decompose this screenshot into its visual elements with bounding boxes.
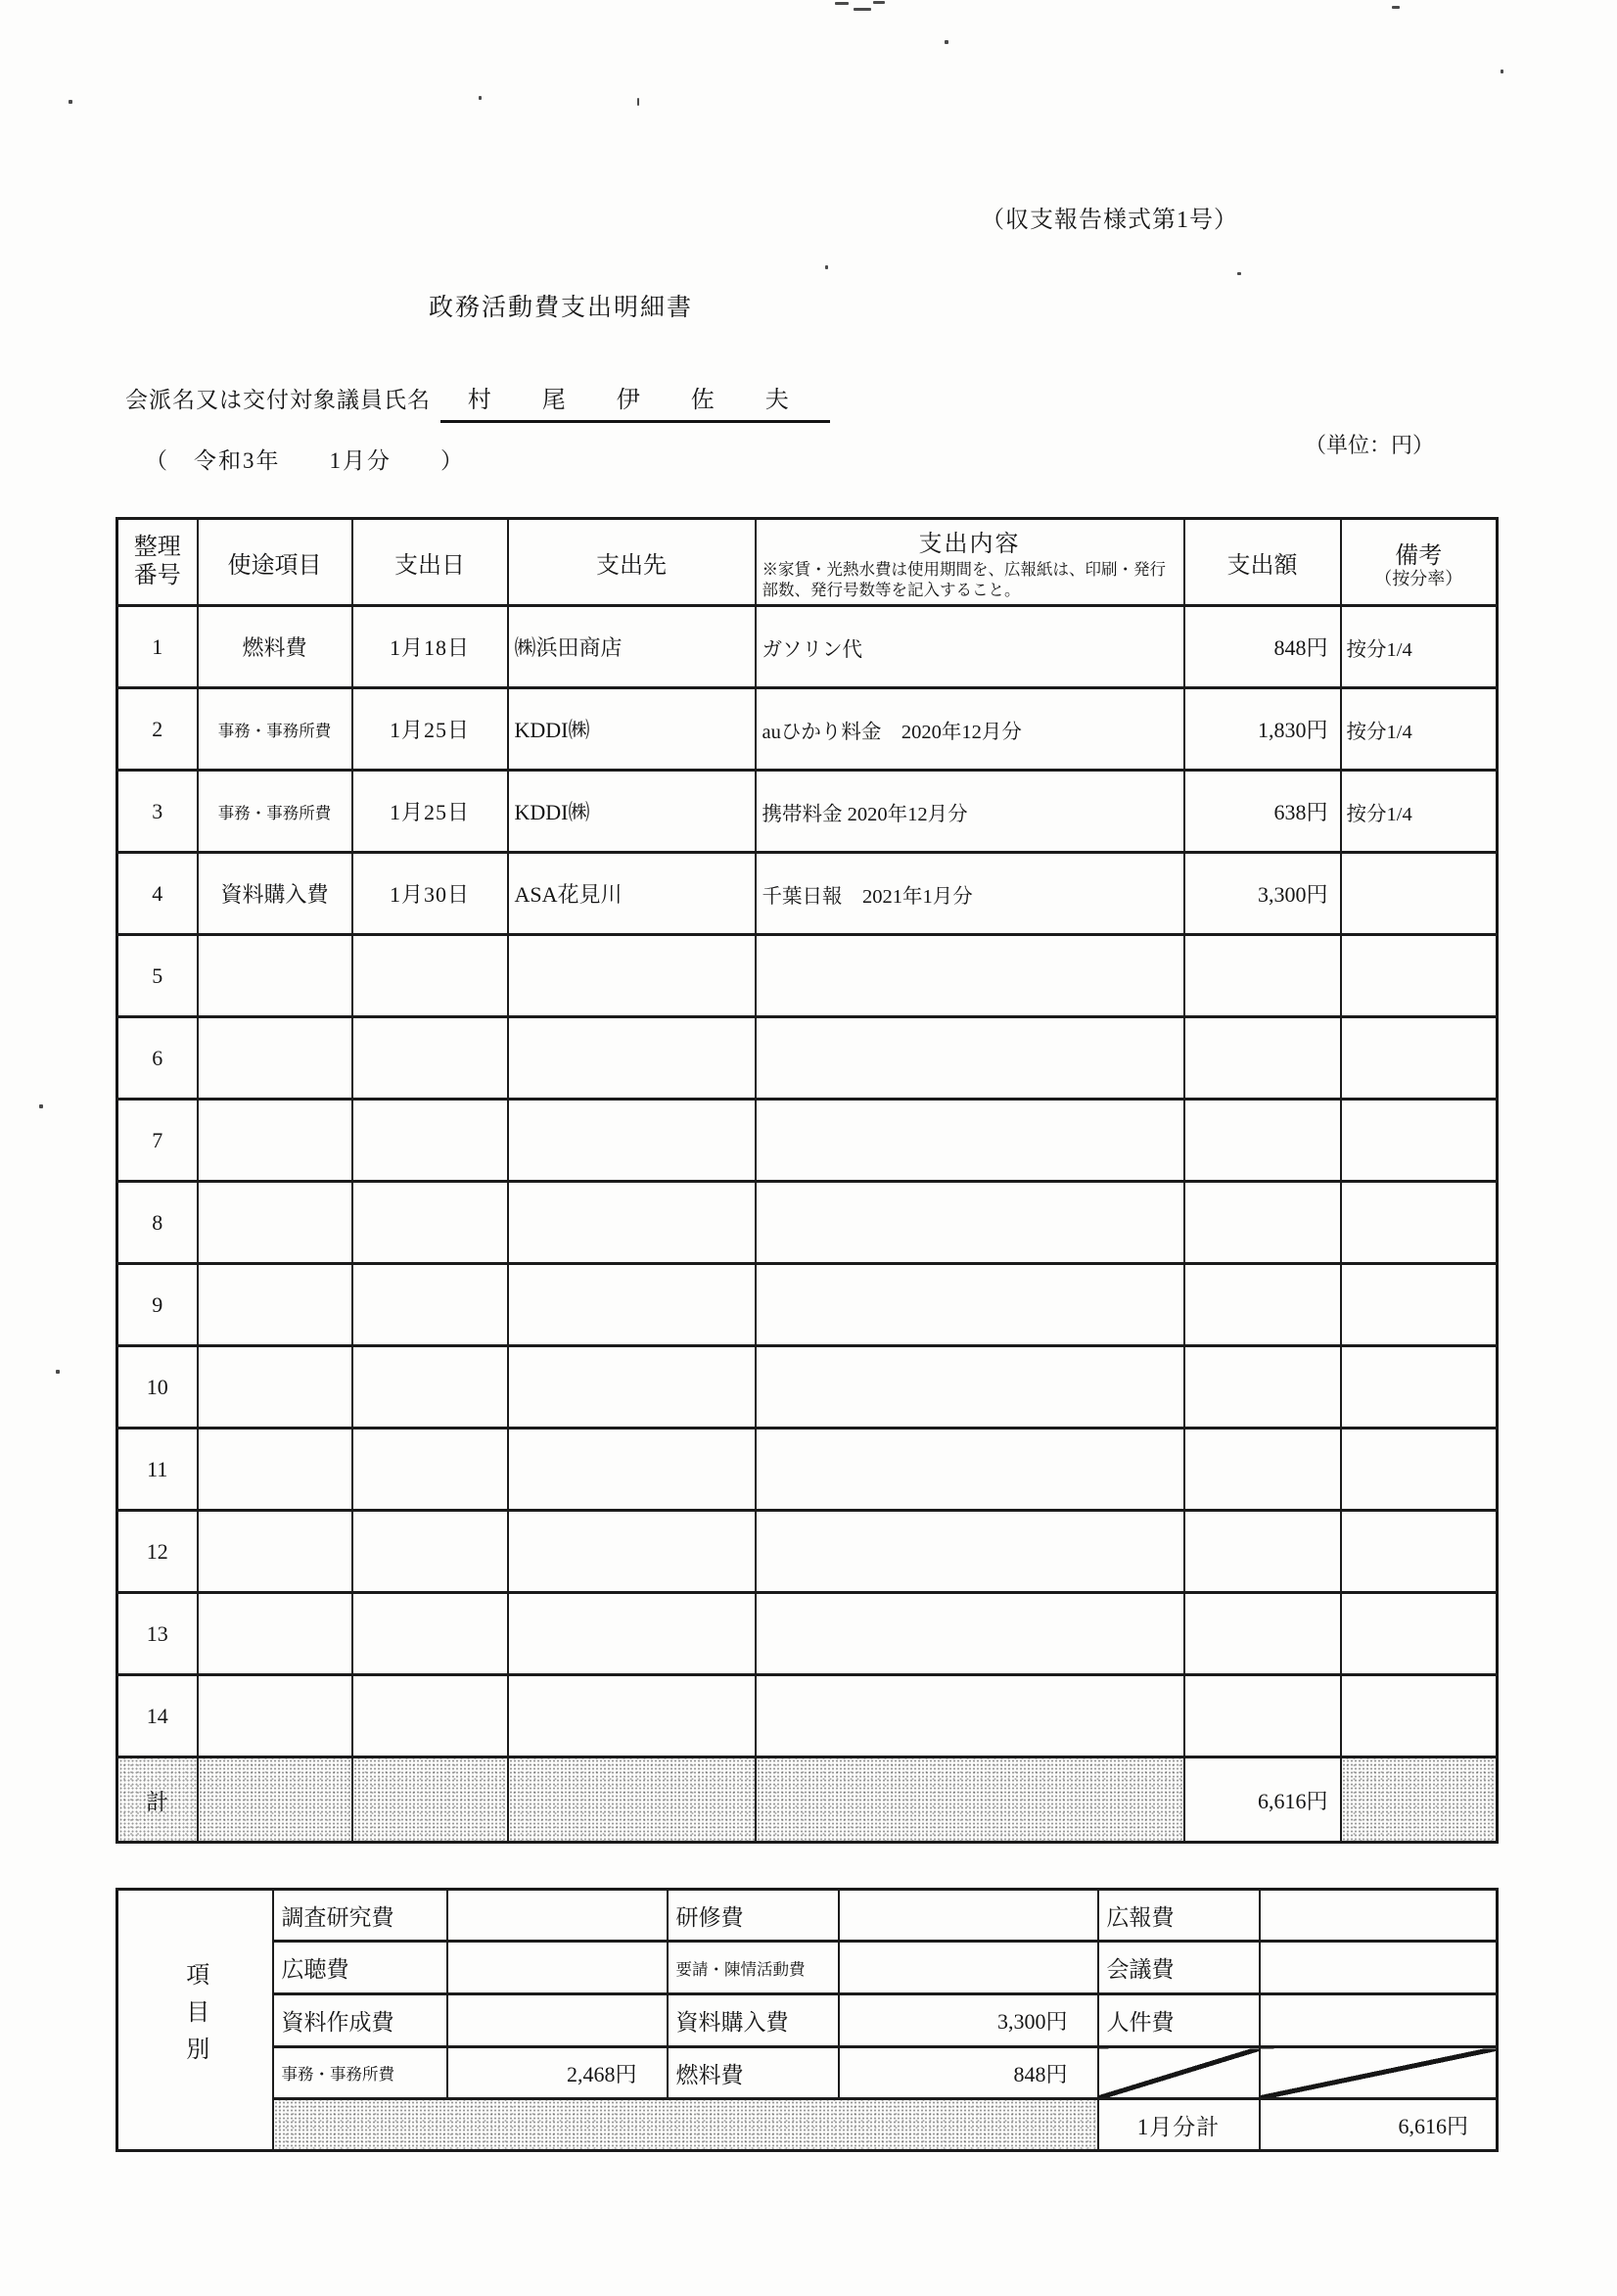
total-shaded-cell xyxy=(756,1757,1184,1843)
table-row xyxy=(117,1346,1498,1429)
scan-artifact xyxy=(854,8,871,11)
expense-description xyxy=(756,1675,1184,1757)
expense-description xyxy=(756,1511,1184,1593)
scan-artifact xyxy=(637,98,639,106)
total-shaded-cell xyxy=(198,1757,352,1843)
expense-table-header-row xyxy=(117,519,1498,606)
scan-artifact xyxy=(1237,272,1241,275)
summary-value xyxy=(1260,1890,1498,1942)
table-row xyxy=(117,1429,1498,1511)
table-row xyxy=(117,1593,1498,1675)
expense-remark xyxy=(1341,1017,1498,1100)
member-name-label: 会派名又は交付対象議員氏名 xyxy=(125,388,431,412)
summary-value: 848円 xyxy=(839,2047,1098,2099)
table-row xyxy=(117,1511,1498,1593)
row-number: 4 xyxy=(117,853,198,935)
header-category: 使途項目 xyxy=(198,519,352,606)
expense-date xyxy=(352,1346,508,1429)
expense-category: 事務・事務所費 xyxy=(198,771,352,853)
monthly-total-value: 6,616円 xyxy=(1260,2099,1498,2151)
total-shaded-cell xyxy=(352,1757,508,1843)
row-number: 14 xyxy=(117,1675,198,1757)
member-name-value: 村 尾 伊 佐 夫 xyxy=(440,380,830,423)
diagonal-slash-cell xyxy=(1098,2047,1260,2099)
diagonal-slash-cell xyxy=(1260,2047,1498,2099)
expense-payee xyxy=(508,1017,756,1100)
row-number: 1 xyxy=(117,606,198,688)
scan-artifact xyxy=(56,1370,60,1374)
row-number: 11 xyxy=(117,1429,198,1511)
summary-value xyxy=(447,1890,668,1942)
expense-remark xyxy=(1341,1100,1498,1182)
expense-category xyxy=(198,1675,352,1757)
expense-category xyxy=(198,1264,352,1346)
summary-row xyxy=(117,1994,1498,2047)
expense-date xyxy=(352,1100,508,1182)
header-date: 支出日 xyxy=(352,519,508,606)
expense-date: 1月30日 xyxy=(352,853,508,935)
expense-remark xyxy=(1341,1429,1498,1511)
summary-side-cell xyxy=(117,1890,273,2151)
summary-label: 人件費 xyxy=(1098,1994,1260,2047)
expense-description: 携帯料金 2020年12月分 xyxy=(756,771,1184,853)
scan-artifact xyxy=(873,1,885,4)
table-row xyxy=(117,606,1498,688)
header-content xyxy=(756,519,1184,606)
expense-payee: KDDI㈱ xyxy=(508,771,756,853)
expense-category xyxy=(198,1593,352,1675)
row-number: 6 xyxy=(117,1017,198,1100)
total-row xyxy=(117,1757,1498,1843)
expense-payee: ㈱浜田商店 xyxy=(508,606,756,688)
summary-row xyxy=(117,2047,1498,2099)
expense-payee xyxy=(508,1264,756,1346)
scan-artifact xyxy=(835,2,849,5)
total-amount: 6,616円 xyxy=(1184,1757,1341,1843)
scan-artifact xyxy=(1501,70,1503,73)
expense-category xyxy=(198,1182,352,1264)
expense-payee xyxy=(508,935,756,1017)
summary-value: 3,300円 xyxy=(839,1994,1098,2047)
total-shaded-cell xyxy=(1341,1757,1498,1843)
summary-shaded-cell xyxy=(273,2099,1098,2151)
expense-payee xyxy=(508,1346,756,1429)
expense-payee xyxy=(508,1593,756,1675)
expense-category xyxy=(198,1429,352,1511)
report-period: （ 令和3年 1月分 ） xyxy=(145,448,465,473)
expense-description: auひかり料金 2020年12月分 xyxy=(756,688,1184,771)
expense-description: 千葉日報 2021年1月分 xyxy=(756,853,1184,935)
expense-remark xyxy=(1341,1182,1498,1264)
expense-category xyxy=(198,1511,352,1593)
expense-amount: 638円 xyxy=(1184,771,1341,853)
expense-date xyxy=(352,1429,508,1511)
header-content-note: ※家賃・光熱水費は使用期間を、広報紙は、印刷・発行部数、発行号数等を記入すること。 xyxy=(762,559,1166,599)
summary-label: 資料作成費 xyxy=(273,1994,447,2047)
scan-artifact xyxy=(69,100,72,104)
expense-amount xyxy=(1184,1017,1341,1100)
expense-date xyxy=(352,1264,508,1346)
table-row xyxy=(117,1182,1498,1264)
expense-remark xyxy=(1341,853,1498,935)
expense-remark: 按分1/4 xyxy=(1341,771,1498,853)
expense-description xyxy=(756,1182,1184,1264)
expense-payee xyxy=(508,1675,756,1757)
expense-date: 1月25日 xyxy=(352,771,508,853)
summary-value xyxy=(1260,1942,1498,1994)
expense-amount: 848円 xyxy=(1184,606,1341,688)
expense-payee xyxy=(508,1182,756,1264)
summary-value xyxy=(1260,1994,1498,2047)
expense-remark xyxy=(1341,1264,1498,1346)
scan-artifact xyxy=(825,265,828,269)
expense-remark xyxy=(1341,1593,1498,1675)
expense-category: 資料購入費 xyxy=(198,853,352,935)
row-number: 10 xyxy=(117,1346,198,1429)
summary-value xyxy=(447,1994,668,2047)
category-summary-table xyxy=(116,1888,1499,2152)
row-number: 12 xyxy=(117,1511,198,1593)
table-row xyxy=(117,1100,1498,1182)
header-no-label: 整理番号 xyxy=(133,535,181,588)
expense-amount xyxy=(1184,1593,1341,1675)
header-content-title: 支出内容 xyxy=(918,531,1021,557)
table-row xyxy=(117,771,1498,853)
expense-remark xyxy=(1341,935,1498,1017)
expense-description xyxy=(756,1017,1184,1100)
expense-category: 事務・事務所費 xyxy=(198,688,352,771)
expense-description xyxy=(756,1346,1184,1429)
expense-category: 燃料費 xyxy=(198,606,352,688)
header-remark xyxy=(1341,519,1498,606)
row-number: 7 xyxy=(117,1100,198,1182)
form-code: （収支報告様式第1号） xyxy=(981,208,1238,233)
summary-value xyxy=(839,1942,1098,1994)
expense-amount xyxy=(1184,1100,1341,1182)
expense-date xyxy=(352,1593,508,1675)
expense-amount: 3,300円 xyxy=(1184,853,1341,935)
header-remark-title: 備考 xyxy=(1395,542,1443,569)
expense-description xyxy=(756,1264,1184,1346)
summary-label: 会議費 xyxy=(1098,1942,1260,1994)
expense-remark: 按分1/4 xyxy=(1341,688,1498,771)
header-no xyxy=(117,519,198,606)
summary-label: 研修費 xyxy=(668,1890,839,1942)
row-number: 9 xyxy=(117,1264,198,1346)
expense-remark xyxy=(1341,1675,1498,1757)
expense-payee xyxy=(508,1511,756,1593)
page-title: 政務活動費支出明細書 xyxy=(429,295,694,321)
total-shaded-cell xyxy=(508,1757,756,1843)
expense-date xyxy=(352,935,508,1017)
table-row xyxy=(117,1017,1498,1100)
total-label: 計 xyxy=(117,1757,198,1843)
summary-label: 広聴費 xyxy=(273,1942,447,1994)
expense-amount xyxy=(1184,1264,1341,1346)
summary-total-row xyxy=(117,2099,1498,2151)
expense-amount xyxy=(1184,1511,1341,1593)
expense-payee xyxy=(508,1429,756,1511)
summary-value xyxy=(447,1942,668,1994)
scan-artifact xyxy=(479,96,482,100)
summary-row xyxy=(117,1890,1498,1942)
expense-category xyxy=(198,1346,352,1429)
summary-label: 調査研究費 xyxy=(273,1890,447,1942)
summary-label: 事務・事務所費 xyxy=(273,2047,447,2099)
summary-row xyxy=(117,1942,1498,1994)
row-number: 13 xyxy=(117,1593,198,1675)
summary-label: 広報費 xyxy=(1098,1890,1260,1942)
expense-payee: ASA花見川 xyxy=(508,853,756,935)
scan-artifact xyxy=(39,1104,43,1108)
expense-description xyxy=(756,935,1184,1017)
unit-note: （単位：円） xyxy=(1304,433,1434,457)
table-row xyxy=(117,1675,1498,1757)
expense-date: 1月18日 xyxy=(352,606,508,688)
member-name-line xyxy=(125,380,830,423)
header-amount: 支出額 xyxy=(1184,519,1341,606)
expense-date xyxy=(352,1182,508,1264)
expense-date xyxy=(352,1675,508,1757)
expense-amount xyxy=(1184,1429,1341,1511)
table-row xyxy=(117,853,1498,935)
header-payee: 支出先 xyxy=(508,519,756,606)
expense-amount xyxy=(1184,1346,1341,1429)
summary-label: 燃料費 xyxy=(668,2047,839,2099)
summary-label: 資料購入費 xyxy=(668,1994,839,2047)
expense-amount xyxy=(1184,1675,1341,1757)
expense-description: ガソリン代 xyxy=(756,606,1184,688)
summary-value xyxy=(839,1890,1098,1942)
expense-table xyxy=(116,517,1499,1844)
row-number: 2 xyxy=(117,688,198,771)
scan-artifact xyxy=(945,40,948,44)
table-row xyxy=(117,935,1498,1017)
expense-payee xyxy=(508,1100,756,1182)
expense-remark xyxy=(1341,1511,1498,1593)
row-number: 3 xyxy=(117,771,198,853)
expense-description xyxy=(756,1429,1184,1511)
expense-amount xyxy=(1184,1182,1341,1264)
expense-category xyxy=(198,1100,352,1182)
expense-description xyxy=(756,1100,1184,1182)
table-row xyxy=(117,1264,1498,1346)
expense-remark xyxy=(1341,1346,1498,1429)
expense-amount: 1,830円 xyxy=(1184,688,1341,771)
summary-side-label: 項目別 xyxy=(181,1961,208,2074)
monthly-total-label: 1月分計 xyxy=(1098,2099,1260,2151)
expense-date: 1月25日 xyxy=(352,688,508,771)
expense-description xyxy=(756,1593,1184,1675)
row-number: 8 xyxy=(117,1182,198,1264)
expense-remark: 按分1/4 xyxy=(1341,606,1498,688)
expense-payee: KDDI㈱ xyxy=(508,688,756,771)
row-number: 5 xyxy=(117,935,198,1017)
summary-value: 2,468円 xyxy=(447,2047,668,2099)
expense-date xyxy=(352,1017,508,1100)
expense-date xyxy=(352,1511,508,1593)
expense-amount xyxy=(1184,935,1341,1017)
expense-category xyxy=(198,935,352,1017)
table-row xyxy=(117,688,1498,771)
scan-artifact xyxy=(1392,6,1400,9)
header-remark-sub: （按分率） xyxy=(1374,568,1463,588)
summary-label: 要請・陳情活動費 xyxy=(668,1942,839,1994)
expense-category xyxy=(198,1017,352,1100)
